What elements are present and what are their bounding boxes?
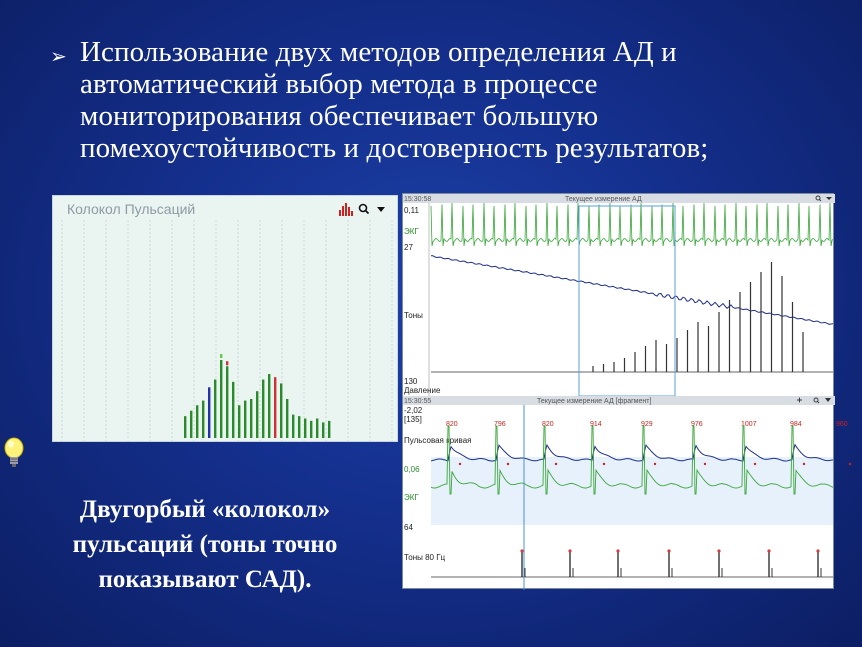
bar (262, 380, 264, 439)
slide-caption (40, 492, 370, 597)
bar (316, 419, 318, 439)
bar (328, 421, 330, 438)
rr-interval-label: 1007 (741, 421, 757, 428)
bottom-tones-label: Тоны 80 Гц (404, 553, 446, 562)
ecg-trace (431, 203, 833, 246)
heading-line: автоматический выбор метода в процессе (80, 68, 598, 100)
bar (274, 377, 276, 438)
pulse-marker (507, 463, 509, 465)
rr-interval-label: 914 (590, 421, 602, 428)
bottom-ecg-label: ЭКГ (404, 493, 419, 502)
zoom-icon[interactable] (360, 205, 369, 214)
tone-marker (520, 549, 523, 552)
ecg-band (431, 457, 833, 525)
pulse-marker (803, 463, 805, 465)
tone-marker (568, 549, 571, 552)
top-pressure-min: 130 (404, 377, 418, 386)
pulse-marker (603, 463, 605, 465)
pulse-marker (555, 463, 557, 465)
top-pressure-max: 27 (404, 243, 413, 252)
bar (292, 415, 294, 438)
bottom-time: 15:30:55 (404, 398, 432, 405)
rr-interval-label: 984 (790, 421, 802, 428)
bell-panel (52, 195, 398, 442)
bell-chart (53, 220, 399, 442)
bar (208, 387, 210, 438)
tone-marker (667, 549, 670, 552)
bar (250, 399, 252, 438)
bell-toolbar (337, 202, 389, 221)
pulse-marker (754, 463, 756, 465)
bar (232, 382, 234, 438)
bar (226, 366, 228, 438)
pressure-trace (431, 256, 833, 324)
top-pressure-label: Давление (404, 386, 441, 395)
dropdown-icon[interactable] (377, 207, 385, 212)
rr-interval-label: 796 (494, 421, 506, 428)
rr-interval-label: 929 (641, 421, 653, 428)
bar (322, 422, 324, 438)
pulse-marker (849, 463, 851, 465)
top-window-title: Текущее измерение АД (565, 196, 642, 203)
bar (220, 360, 222, 438)
bottom-window-title: Текущее измерение АД [фрагмент] (537, 398, 652, 405)
rr-interval-label: 976 (691, 421, 703, 428)
caption-line: Двугорбый «колокол» (79, 496, 331, 523)
bar (256, 391, 258, 438)
rr-interval-label: 820 (542, 421, 554, 428)
bottom-scale-c: 64 (404, 523, 413, 532)
bar (298, 416, 300, 438)
bottom-scale-a: -2,02 (404, 406, 423, 415)
caption-line: пульсаций (тоны точно (72, 531, 338, 558)
bar-peak-marker (226, 361, 228, 365)
bottom-plot (431, 421, 862, 577)
top-ecg-label: ЭКГ (404, 227, 419, 236)
pulse-marker (704, 463, 706, 465)
top-tones-label: Тоны (404, 311, 423, 320)
bar (268, 374, 270, 438)
bar (238, 405, 240, 438)
caption-line: показывают САД). (98, 566, 312, 593)
top-scale: 0,11 (404, 206, 419, 215)
bar (244, 401, 246, 438)
bar (286, 399, 288, 438)
tone-marker (816, 549, 819, 552)
rr-interval-label: 960 (836, 421, 848, 428)
bar (202, 401, 204, 438)
bar (190, 411, 192, 438)
tone-marker (767, 549, 770, 552)
bar (196, 405, 198, 438)
bottom-pulse-label: Пульсовая кривая (404, 436, 472, 445)
bottom-scale-b: [135] (404, 415, 422, 424)
top-time: 15:30:58 (404, 196, 432, 203)
tone-marker (717, 549, 720, 552)
slide-heading (80, 36, 820, 164)
bar (310, 421, 312, 438)
tone-marker (616, 549, 619, 552)
heading-line: мониторирования обеспечивает большую (80, 100, 599, 132)
bell-title: Колокол Пульсаций (67, 201, 196, 217)
bar (304, 419, 306, 439)
bar (214, 380, 216, 439)
pulse-marker (459, 463, 461, 465)
top-plot (431, 203, 833, 372)
bottom-ecg-scale: 0,06 (404, 465, 420, 474)
heading-line: Использование двух методов определения АД и (80, 36, 677, 68)
bars-icon[interactable] (339, 203, 353, 216)
bar (184, 416, 186, 438)
heading-line: помехоустойчивость и достоверность результатов; (80, 132, 709, 164)
bullet-arrow-icon: ➢ (50, 44, 67, 68)
lightbulb-icon (2, 436, 26, 472)
bar-peak-marker (220, 354, 222, 358)
rr-interval-label: 820 (446, 421, 458, 428)
monitor-panel (402, 193, 848, 589)
pulse-marker (654, 463, 656, 465)
bar (280, 383, 282, 438)
